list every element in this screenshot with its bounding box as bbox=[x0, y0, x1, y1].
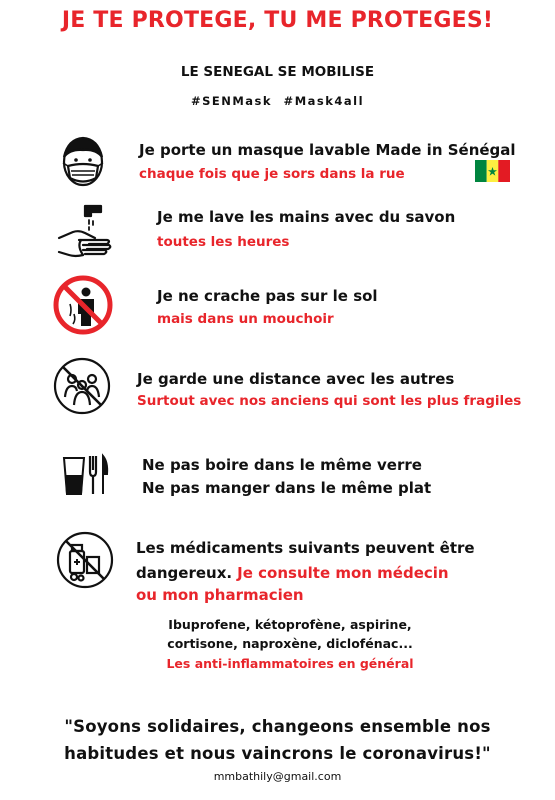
item-meds-line2 bbox=[136, 563, 449, 582]
drug-list-line1: Ibuprofene, kétoprofène, aspirine, bbox=[168, 617, 412, 632]
item-glass-line2: Ne pas manger dans le même plat bbox=[142, 479, 432, 497]
item-glass-line1: Ne pas boire dans le même verre bbox=[142, 456, 422, 474]
item-meds-line2-black: dangereux. bbox=[136, 564, 233, 582]
item-mask-highlight: chaque fois que je sors dans la rue bbox=[139, 166, 405, 182]
drug-list-line2: cortisone, naproxène, diclofénac... bbox=[167, 636, 413, 651]
item-meds-line3: ou mon pharmacien bbox=[136, 586, 304, 604]
drug-list-note: Les anti-inflammatoires en général bbox=[166, 656, 414, 671]
item-distance-highlight: Surtout avec nos anciens qui sont les plus fragiles bbox=[137, 393, 522, 409]
item-distance-text: Je garde une distance avec les autres bbox=[137, 370, 455, 388]
item-spit-highlight: mais dans un mouchoir bbox=[157, 311, 334, 327]
hashtags: #SENMask #Mask4all bbox=[190, 94, 365, 108]
senegal-flag-icon bbox=[475, 160, 510, 182]
item-meds-line1: Les médicaments suivants peuvent être bbox=[136, 539, 475, 557]
item-meds-line2-red: Je consulte mon médecin bbox=[237, 564, 449, 582]
hand-washing-icon bbox=[55, 202, 117, 264]
item-mask-text: Je porte un masque lavable Made in Sénégal bbox=[139, 141, 516, 159]
item-spit-text: Je ne crache pas sur le sol bbox=[157, 287, 378, 305]
item-wash-text: Je me lave les mains avec du savon bbox=[157, 208, 456, 226]
closing-quote-line2: habitudes et nous vaincrons le coronavirus!" bbox=[64, 744, 491, 763]
item-wash-highlight: toutes les heures bbox=[157, 234, 290, 250]
no-medication-icon bbox=[54, 529, 116, 591]
contact-email: mmbathily@gmail.com bbox=[213, 770, 342, 783]
glass-cutlery-icon bbox=[60, 448, 110, 498]
no-crowd-icon bbox=[51, 355, 113, 417]
poster-title: JE TE PROTEGE, TU ME PROTEGES! bbox=[61, 8, 494, 33]
closing-quote bbox=[0, 713, 555, 767]
closing-quote-line1: "Soyons solidaires, changeons ensemble nos bbox=[64, 717, 491, 736]
face-mask-icon bbox=[52, 129, 114, 191]
no-spitting-icon bbox=[52, 274, 114, 336]
poster-subtitle: LE SENEGAL SE MOBILISE bbox=[180, 64, 375, 80]
